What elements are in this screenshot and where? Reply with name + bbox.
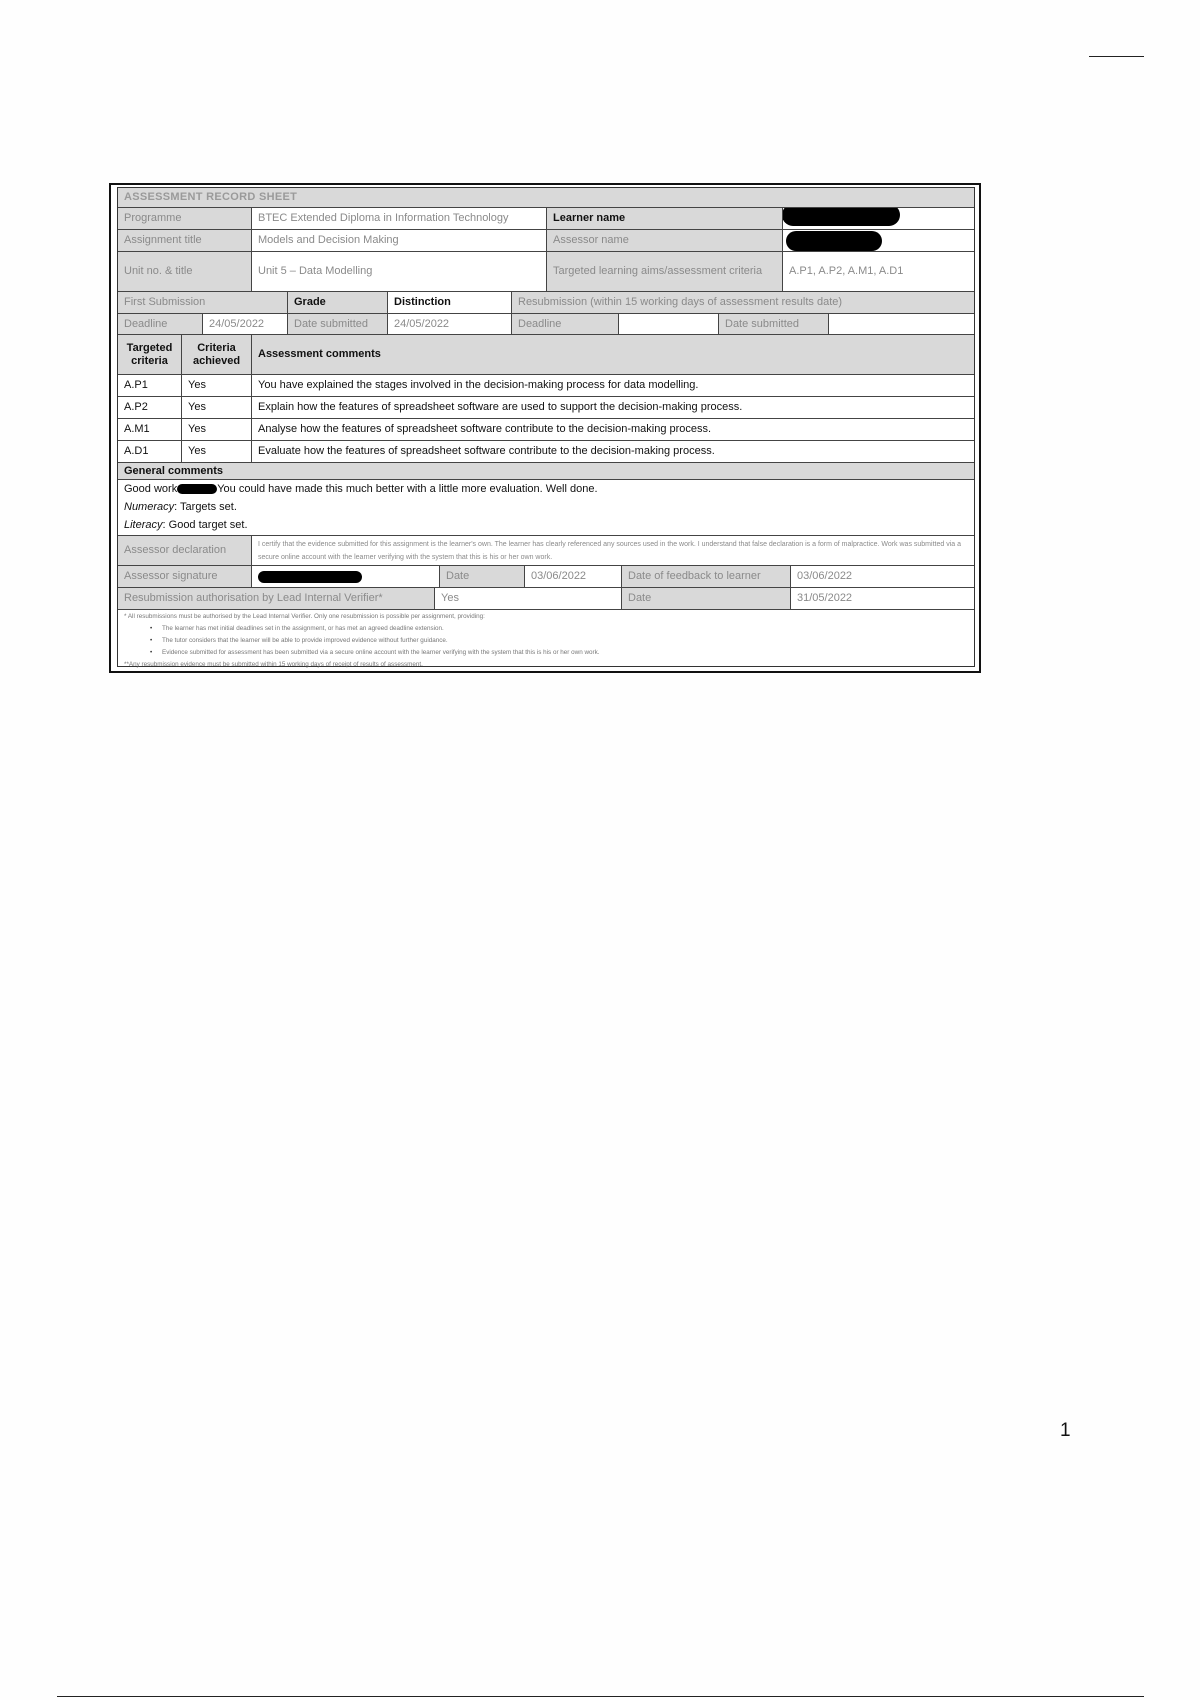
comment-cell: Evaluate how the features of spreadsheet software contribute to the decision-making process. (251, 441, 974, 462)
page-number: 1 (1060, 1420, 1071, 1441)
table-row (118, 374, 974, 396)
redacted-signature (258, 571, 362, 583)
assessment-record-sheet (109, 183, 981, 673)
comment-cell: Explain how the features of spreadsheet software are used to support the decision-making process. (251, 397, 974, 418)
resubmission-notes (124, 611, 968, 671)
literacy-label: Literacy (124, 519, 163, 531)
resubmission-auth-value: Yes (434, 588, 621, 609)
signature-row (118, 565, 974, 587)
general-comments-body (118, 479, 974, 535)
feedback-date-value: 03/06/2022 (790, 566, 974, 587)
grade-value: Distinction (387, 292, 511, 313)
comment-cell: You have explained the stages involved in the decision-making process for data modelling. (251, 375, 974, 396)
resubmission-date-value: 31/05/2022 (790, 588, 974, 609)
criteria-cell: A.D1 (124, 445, 149, 458)
criteria-header-row (118, 334, 974, 374)
resubmission-auth-label: Resubmission authorisation by Lead Internal Verifier* (118, 588, 434, 609)
unit-row (118, 251, 974, 291)
targeted-aims-label: Targeted learning aims/assessment criteria (546, 252, 782, 291)
signature-date-label: Date (439, 566, 524, 587)
table-row (118, 396, 974, 418)
assessor-name-value (782, 230, 974, 251)
header-rule (1089, 56, 1144, 57)
notes-bullet: • The tutor considers that the learner will be able to provide improved evidence without further guidance. (124, 635, 968, 647)
resub-deadline-value (618, 314, 718, 334)
notes-intro: * All resubmissions must be authorised by the Lead Internal Verifier. Only one resubmission is possible per assignment, providing: (124, 613, 485, 620)
declaration-row (118, 535, 974, 565)
programme-row (118, 207, 974, 229)
notes-row (118, 609, 974, 666)
assessor-signature-label: Assessor signature (118, 566, 251, 587)
programme-label: Programme (118, 208, 251, 229)
submission-row (118, 291, 974, 313)
achieved-cell: Yes (181, 441, 251, 462)
assignment-title-row (118, 229, 974, 251)
general-comments-row (118, 462, 974, 479)
criteria-achieved-header: Criteria achieved (181, 335, 251, 374)
assignment-title-label: Assignment title (118, 230, 251, 251)
literacy-text: : Good target set. (162, 519, 248, 531)
unit-value: Unit 5 – Data Modelling (251, 252, 546, 291)
numeracy-text: : Targets set. (174, 501, 237, 513)
numeracy-label: Numeracy (124, 501, 175, 513)
literacy-line (124, 517, 248, 534)
footer-rule (57, 1696, 1144, 1697)
resubmission-label: Resubmission (within 15 working days of assessment results date) (511, 292, 974, 313)
first-submission-label: First Submission (118, 292, 287, 313)
unit-label: Unit no. & title (118, 252, 251, 291)
grade-label: Grade (287, 292, 387, 313)
notes-bullet: • The learner has met initial deadlines set in the assignment, or has met an agreed deadline extension. (124, 623, 968, 635)
learner-name-label: Learner name (546, 208, 782, 229)
programme-value: BTEC Extended Diploma in Information Technology (251, 208, 546, 229)
assessor-declaration-label: Assessor declaration (118, 536, 251, 565)
learner-name-value (782, 208, 974, 229)
achieved-cell: Yes (181, 397, 251, 418)
criteria-cell: A.P1 (124, 379, 148, 392)
table-row (118, 440, 974, 462)
redacted-name (177, 484, 217, 494)
general-comment-start: Good work (124, 483, 178, 495)
resub-date-submitted-value (828, 314, 974, 334)
deadline-value: 24/05/2022 (202, 314, 287, 334)
table-row (118, 418, 974, 440)
deadline-row (118, 313, 974, 334)
assessment-table (117, 187, 975, 667)
achieved-cell: Yes (181, 419, 251, 440)
general-comment-line (124, 481, 598, 498)
resub-deadline-label: Deadline (511, 314, 618, 334)
assessor-name-label: Assessor name (546, 230, 782, 251)
resubmission-auth-row (118, 587, 974, 609)
redacted-assessor-name (786, 231, 882, 251)
numeracy-line (124, 499, 237, 516)
deadline-label: Deadline (118, 314, 202, 334)
resubmission-date-label: Date (621, 588, 790, 609)
assessor-declaration-text: I certify that the evidence submitted for this assignment is the learner's own. The learner has clearly referenced any sources used in the work. I understand that false declaration is a form of malpractice. Work was submitted via a secure online account with the learner verifying with the system that this is his or her own work. (251, 536, 974, 565)
redacted-learner-name (782, 208, 900, 226)
resub-date-submitted-label: Date submitted (718, 314, 828, 334)
date-submitted-label: Date submitted (287, 314, 387, 334)
assignment-title-value: Models and Decision Making (251, 230, 546, 251)
notes-bullet: • Evidence submitted for assessment has been submitted via a secure online account with the learner verifying with the system that this is his or her own work. (124, 647, 968, 659)
feedback-date-label: Date of feedback to learner (621, 566, 790, 587)
notes-footer: **Any resubmission evidence must be submitted within 15 working days of receipt of results of assessment. (124, 661, 423, 668)
targeted-criteria-header: Targeted criteria (118, 335, 181, 374)
general-comments-label: General comments (124, 464, 224, 477)
assessor-signature-value (251, 566, 439, 587)
comment-cell: Analyse how the features of spreadsheet software contribute to the decision-making process. (251, 419, 974, 440)
targeted-aims-value: A.P1, A.P2, A.M1, A.D1 (782, 252, 974, 291)
achieved-cell: Yes (181, 375, 251, 396)
assessment-comments-header: Assessment comments (251, 335, 974, 374)
signature-date-value: 03/06/2022 (524, 566, 621, 587)
sheet-title-row (118, 188, 974, 207)
criteria-cell: A.P2 (124, 401, 148, 414)
criteria-cell: A.M1 (124, 423, 150, 436)
sheet-title: ASSESSMENT RECORD SHEET (124, 191, 298, 204)
date-submitted-value: 24/05/2022 (387, 314, 511, 334)
general-comment-end: You could have made this much better with a little more evaluation. Well done. (217, 483, 598, 495)
